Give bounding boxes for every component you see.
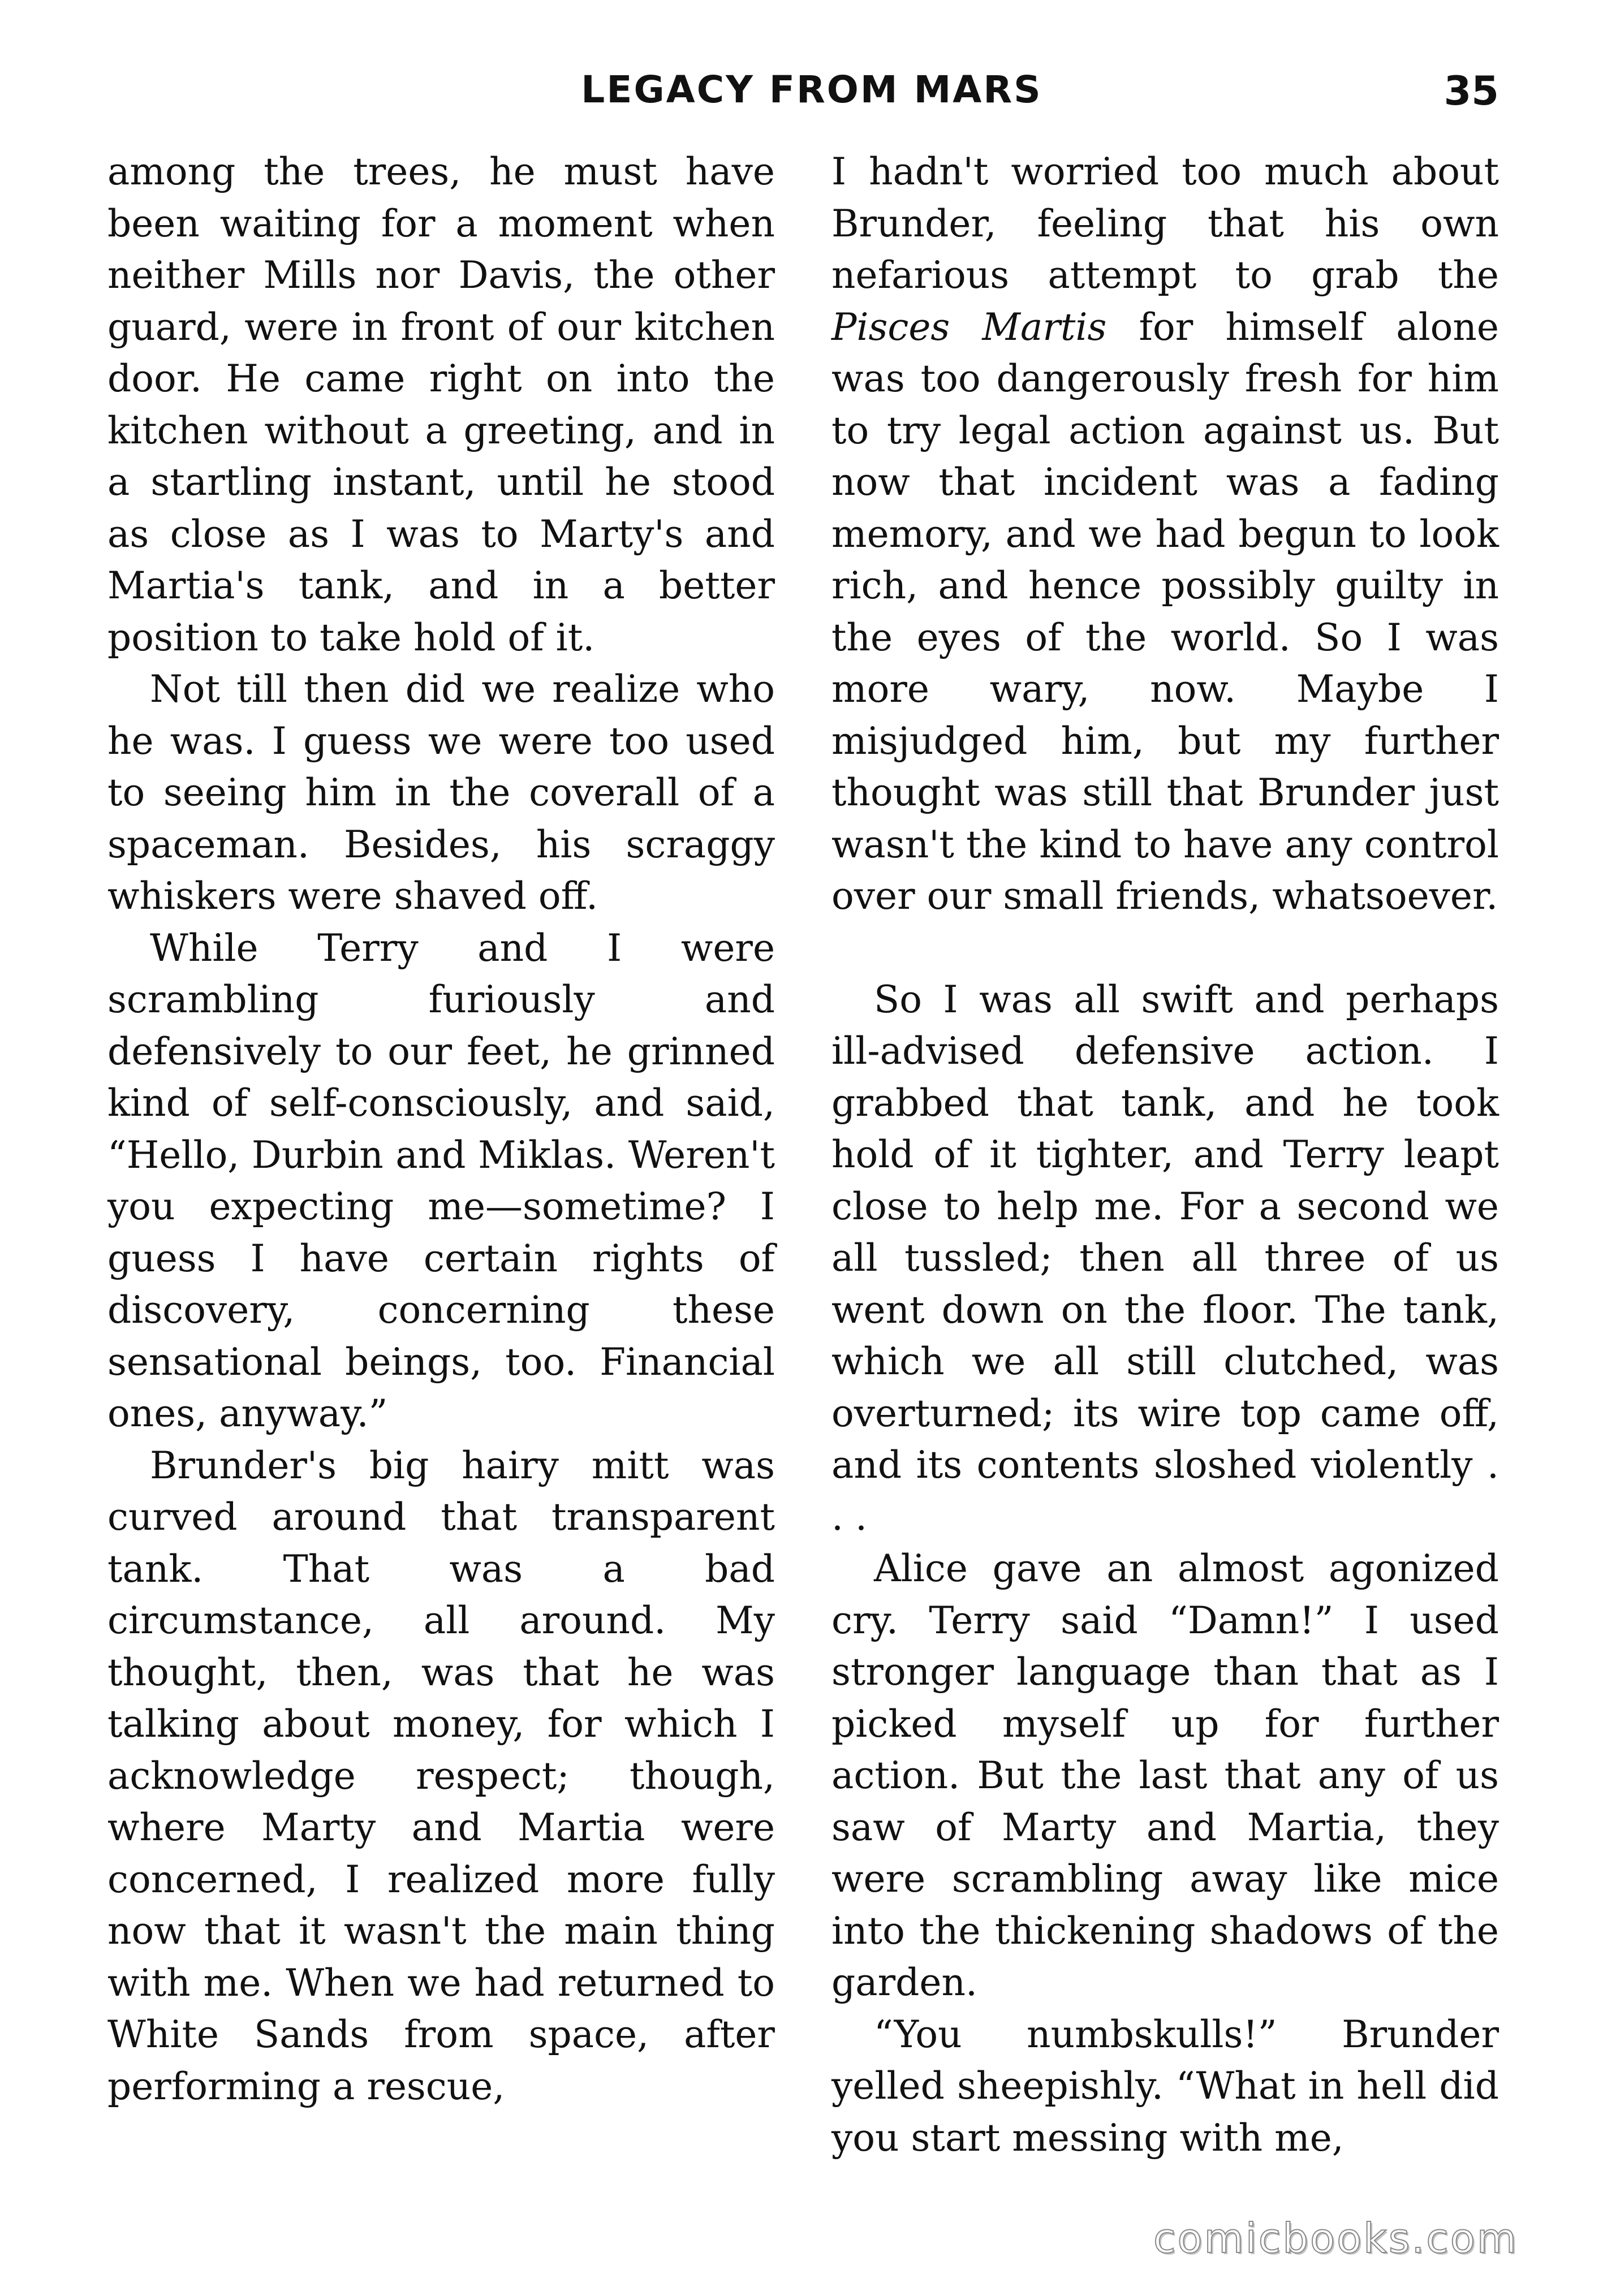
paragraph: “You numbskulls!” Brunder yelled sheepishly. “What in hell did you start messing with me,: [831, 2012, 1499, 2160]
page-number: 35: [1443, 68, 1499, 114]
paragraph: While Terry and I were scrambling furiously and defensively to our feet, he grinned kind of self-consciously, and said, “Hello, Durbin and Miklas. Weren't you expecting me—sometime? I guess I have certain rights of discovery, concerning these sensational beings, too. Financial ones, anyway.”: [107, 926, 775, 1435]
paragraph: [831, 146, 1499, 922]
left-column: [107, 146, 775, 2112]
watermark: comicbooks.com: [1153, 2215, 1518, 2262]
paragraph-text: for himself alone was too dangerously fresh for him to try legal action against us. But now that incident was a fading memory, and we had begun to look rich, and hence possibly guilty in the eyes of the world. So I was more wary, now. Maybe I misjudged him, but my further thought was still that Brunder just wasn't the kind to have any control over our small friends, whatsoever.: [831, 305, 1499, 918]
paragraph: Alice gave an almost agonized cry. Terry said “Damn!” I used stronger language than that as I picked myself up for further action. But the last that any of us saw of Marty and Martia, they were scrambling away like mice into the thickening shadows of the garden.: [831, 1547, 1499, 2004]
paragraph: Not till then did we realize who he was. I guess we were too used to seeing him in the coverall of a spaceman. Besides, his scraggy whiskers were shaved off.: [107, 667, 775, 918]
page-header: [107, 68, 1516, 130]
ship-name-italic: Pisces Martis: [831, 305, 1107, 349]
right-column: [831, 146, 1499, 2164]
paragraph-text: I hadn't worried too much about Brunder, feeling that his own nefarious attempt to grab the: [831, 150, 1499, 297]
paragraph: So I was all swift and perhaps ill-advised defensive action. I grabbed that tank, and he took hold of it tighter, and Terry leapt close to help me. For a second we all tussled; then all three of us went down on the floor. The tank, which we all still clutched, was overturned; its wire top came off, and its contents sloshed violently . . .: [831, 977, 1499, 1539]
running-head-title: LEGACY FROM MARS: [581, 68, 1042, 111]
paragraph: Brunder's big hairy mitt was curved around that transparent tank. That was a bad circumstance, all around. My thought, then, was that he was talking about money, for which I acknowledge respect; though, where Marty and Martia were concerned, I realized more fully now that it wasn't the main thing with me. When we had returned to White Sands from space, after performing a rescue,: [107, 1443, 775, 2108]
paragraph: among the trees, he must have been waiting for a moment when neither Mills nor Davis, the other guard, were in front of our kitchen door. He came right on into the kitchen without a greeting, and in a startling instant, until he stood as close as I was to Marty's and Martia's tank, and in a better position to take hold of it.: [107, 150, 775, 659]
